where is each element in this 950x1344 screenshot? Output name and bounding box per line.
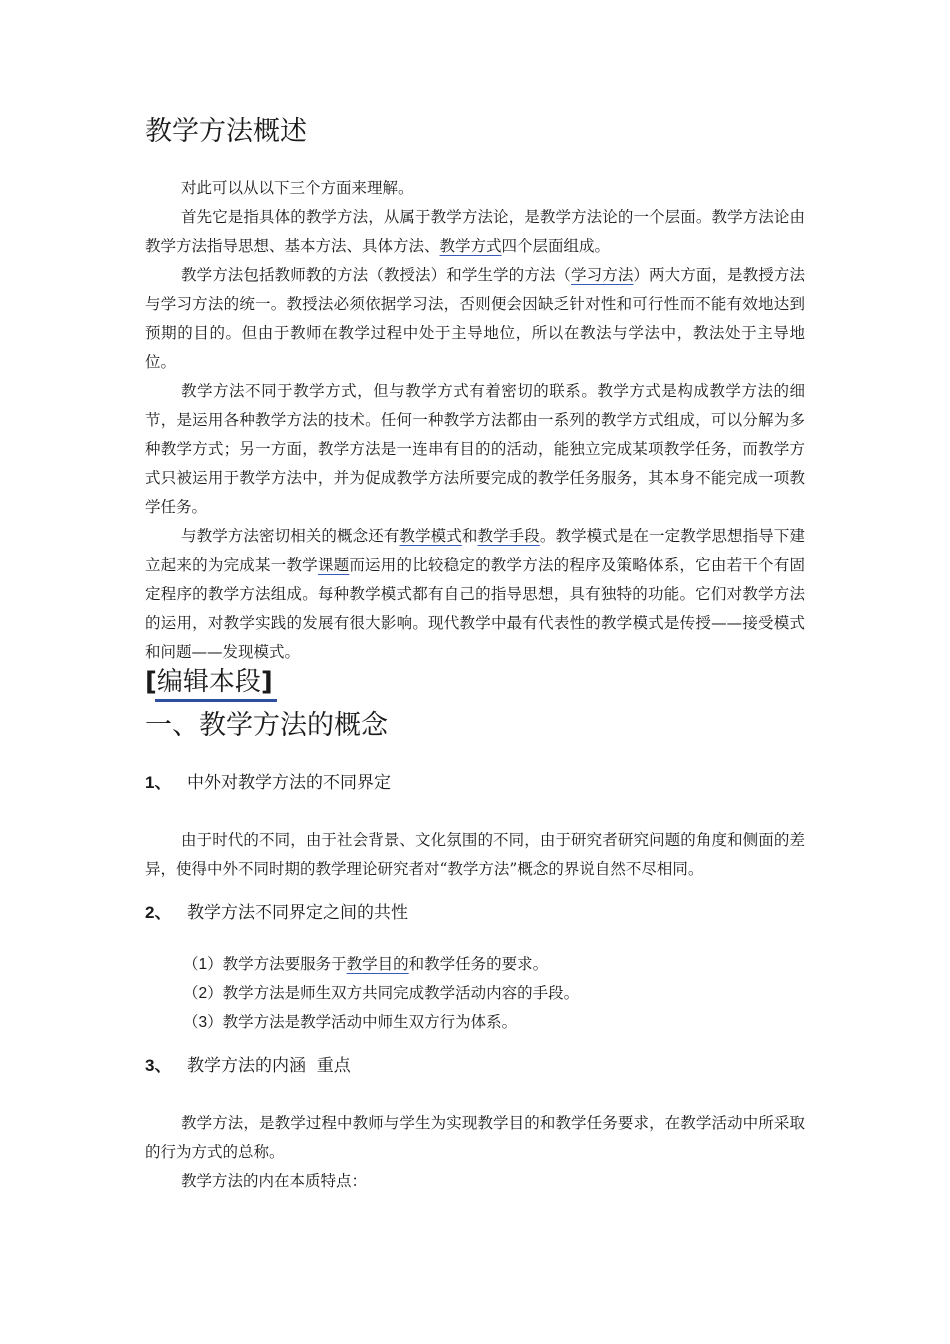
link-jiaoxue-fangshi[interactable]: 教学方式 <box>439 237 502 255</box>
subheading-title: 教学方法不同界定之间的共性 <box>187 903 408 923</box>
section-heading: 一、教学方法的概念 <box>145 710 388 741</box>
list-item <box>145 1008 805 1037</box>
text-span: 与教学方法密切相关的概念还有 <box>181 527 400 545</box>
paragraph-3: 教学方法不同于教学方式，但与教学方式有着密切的联系。教学方式是构成教学方法的细节，是运用各种教学方法的技术。任何一种教学方法都由一系列的教学方式组成，可以分解为多种教学方式；另一方面，教学方法是一连串有目的的活动，能独立完成某项教学任务，而教学方式只被运用于教学方法中，并为促成教学方法所要完成的教学任务服务，其本身不能完成一项教学任务。 <box>145 382 805 516</box>
edit-section-link[interactable] <box>145 667 273 697</box>
edit-bracket-close: ] <box>260 667 273 697</box>
page-title: 教学方法概述 <box>145 116 307 147</box>
text-span: 首先它是指具体的教学方法，从属于教学方法论，是教学方法论的一个层面。教学方法论由教学方法指导思想、基本方法、具体方法、 <box>145 208 805 255</box>
paragraph-4 <box>145 522 805 667</box>
edit-bracket-open: [ <box>145 667 157 697</box>
text-span: ）两大方面，是教授方法与学习方法的统一。教授法必须依据学习法，否则便会因缺乏针对性和可行性而不能有效地达到预期的目的。但由于教师在教学过程中处于主导地位，所以在教法与学法中，教法处于主导地位。 <box>145 266 805 371</box>
list-item <box>145 979 805 1008</box>
text-span: 教学方法是教学活动中师生双方行为体系。 <box>222 1013 518 1031</box>
subheading-number: 2、 <box>145 903 172 922</box>
intro-paragraph: 对此可以从以下三个方面来理解。 <box>181 179 414 197</box>
text-span: 教学方法是师生双方共同完成教学活动内容的手段。 <box>222 984 580 1002</box>
link-jiaoxue-moshi[interactable]: 教学模式 <box>399 527 462 545</box>
subsection-1-text: 由于时代的不同，由于社会背景、文化氛围的不同，由于研究者研究问题的角度和侧面的差异，使得中外不同时期的教学理论研究者对“教学方法”概念的界说自然不尽相同。 <box>145 831 805 878</box>
text-span: 。教学模式是在一定教学思想指导下建立起来的为完成某一教学 <box>145 527 805 574</box>
text-span: 而运用的比较稳定的教学方法的程序及策略体系，它由若干个有固定程序的教学方法组成。每种教学模式都有自己的指导思想，具有独特的功能。它们对教学方法的运用，对教学实践的发展有很大影响。现代教学中最有代表性的教学模式是传授——接受模式和问题——发现模式。 <box>145 556 805 661</box>
subsection-3-text-2: 教学方法的内在本质特点： <box>181 1172 368 1190</box>
document-content <box>145 112 805 1196</box>
text-span: 和教学任务的要求。 <box>408 955 549 973</box>
list-number: （3） <box>183 1014 223 1031</box>
edit-section-row <box>145 667 805 702</box>
subheading-number: 1、 <box>145 773 172 792</box>
subheading-number: 3、 <box>145 1056 172 1075</box>
subheading-2 <box>145 900 805 926</box>
edit-label: 编辑本段 <box>156 667 261 697</box>
commonality-list <box>145 950 805 1037</box>
text-span: 教学方法包括教师教的方法（教授法）和学生学的方法（ <box>181 266 572 284</box>
link-xuexi-fangfa[interactable]: 学习方法 <box>571 266 634 284</box>
paragraph-2 <box>145 261 805 377</box>
subheading-3 <box>145 1053 805 1079</box>
text-span: 和 <box>461 527 478 545</box>
subheading-title: 中外对教学方法的不同界定 <box>187 773 391 793</box>
list-number: （2） <box>183 985 223 1002</box>
link-keti[interactable]: 课题 <box>317 556 350 574</box>
link-jiaoxue-mudi[interactable]: 教学目的 <box>346 955 409 973</box>
subheading-1 <box>145 770 805 796</box>
subheading-title: 教学方法的内涵 重点 <box>187 1056 351 1076</box>
text-span: 教学方法要服务于 <box>222 955 347 973</box>
link-jiaoxue-shouduan[interactable]: 教学手段 <box>477 527 540 545</box>
list-item <box>145 950 805 979</box>
paragraph-1 <box>145 203 805 261</box>
text-span: 四个层面组成。 <box>501 237 611 255</box>
subsection-3-text: 教学方法，是教学过程中教师与学生为实现教学目的和教学任务要求，在教学活动中所采取的行为方式的总称。 <box>145 1114 805 1161</box>
edit-underline <box>155 699 277 702</box>
list-number: （1） <box>183 956 223 973</box>
